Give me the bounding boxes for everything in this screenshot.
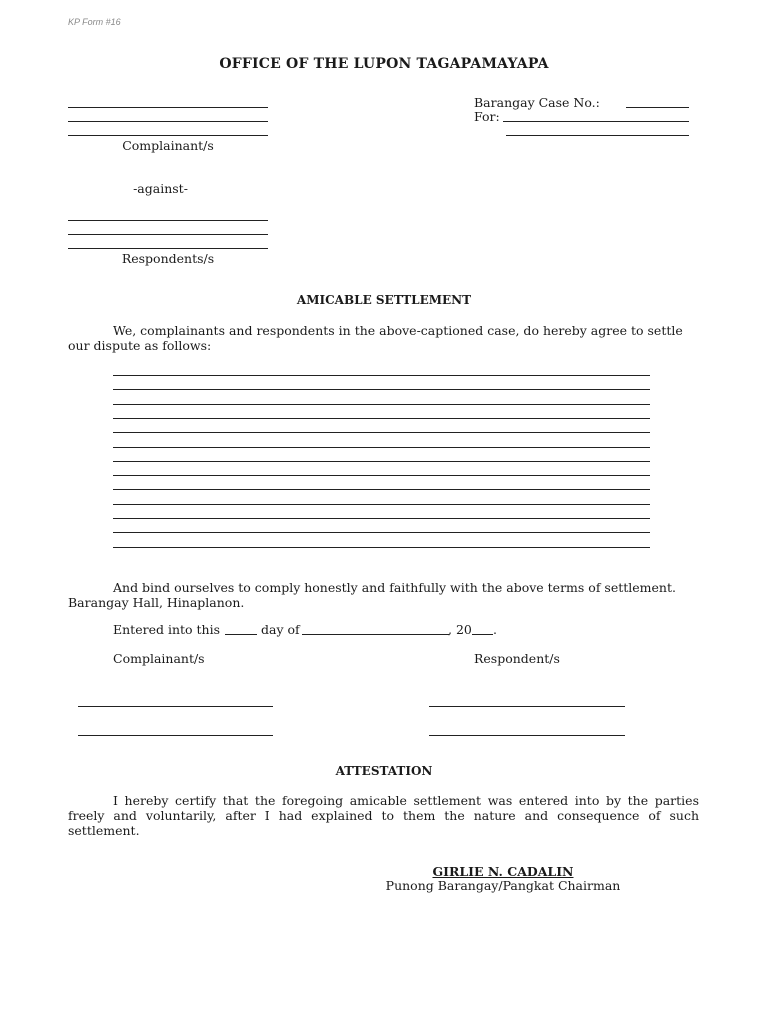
period-text: . (493, 622, 497, 637)
intro-paragraph: We, complainants and respondents in the above-captioned case, do hereby agree to settle our dispute as follows: (68, 323, 683, 353)
bind-paragraph: And bind ourselves to comply honestly and faithfully with the above terms of settlement. Barangay Hall, Hinaplanon. (68, 580, 676, 610)
attestation-heading: ATTESTATION (335, 764, 433, 778)
settlement-heading: AMICABLE SETTLEMENT (296, 293, 472, 307)
complainant-name-line[interactable] (68, 135, 268, 136)
respondent-signature-line[interactable] (429, 706, 625, 707)
case-no-line[interactable] (626, 107, 689, 108)
complainants-signatory-label: Complainant/s (113, 651, 205, 666)
settlement-term-line[interactable] (113, 461, 650, 462)
year-prefix-text: , 20 (448, 622, 472, 637)
complainants-label: Complainant/s (122, 138, 214, 153)
settlement-term-line[interactable] (113, 475, 650, 476)
settlement-term-line[interactable] (113, 375, 650, 376)
settlement-term-line[interactable] (113, 547, 650, 548)
month-line[interactable] (302, 634, 449, 635)
year-line[interactable] (472, 634, 493, 635)
settlement-term-line[interactable] (113, 504, 650, 505)
complainant-name-line[interactable] (68, 121, 268, 122)
day-line[interactable] (225, 634, 257, 635)
respondent-name-line[interactable] (68, 234, 268, 235)
settlement-term-line[interactable] (113, 418, 650, 419)
complainant-name-line[interactable] (68, 107, 268, 108)
settlement-term-line[interactable] (113, 389, 650, 390)
settlement-term-line[interactable] (113, 432, 650, 433)
for-line-2[interactable] (506, 135, 689, 136)
settlement-term-line[interactable] (113, 489, 650, 490)
complainant-signature-line[interactable] (78, 706, 273, 707)
settlement-term-line[interactable] (113, 532, 650, 533)
respondent-name-line[interactable] (68, 220, 268, 221)
official-position: Punong Barangay/Pangkat Chairman (385, 878, 621, 893)
for-line[interactable] (503, 121, 689, 122)
form-number: KP Form #16 (68, 17, 121, 27)
case-no-label: Barangay Case No.: (474, 95, 600, 110)
respondents-label: Respondents/s (121, 251, 215, 266)
for-label: For: (474, 109, 500, 124)
official-name: GIRLIE N. CADALIN (432, 864, 574, 879)
settlement-term-line[interactable] (113, 404, 650, 405)
respondent-name-line[interactable] (68, 248, 268, 249)
complainant-signature-line[interactable] (78, 735, 273, 736)
entered-into-text: Entered into this (113, 622, 221, 637)
against-label: -against- (133, 181, 188, 196)
office-title: OFFICE OF THE LUPON TAGAPAMAYAPA (219, 56, 549, 72)
day-of-text: day of (261, 622, 300, 637)
attestation-paragraph: I hereby certify that the foregoing amicable settlement was entered into by the parties freely and voluntarily, after I had explained to them the nature and consequence of such settlement. (68, 793, 699, 838)
respondents-signatory-label: Respondent/s (474, 651, 560, 666)
respondent-signature-line[interactable] (429, 735, 625, 736)
settlement-term-line[interactable] (113, 518, 650, 519)
settlement-term-line[interactable] (113, 447, 650, 448)
